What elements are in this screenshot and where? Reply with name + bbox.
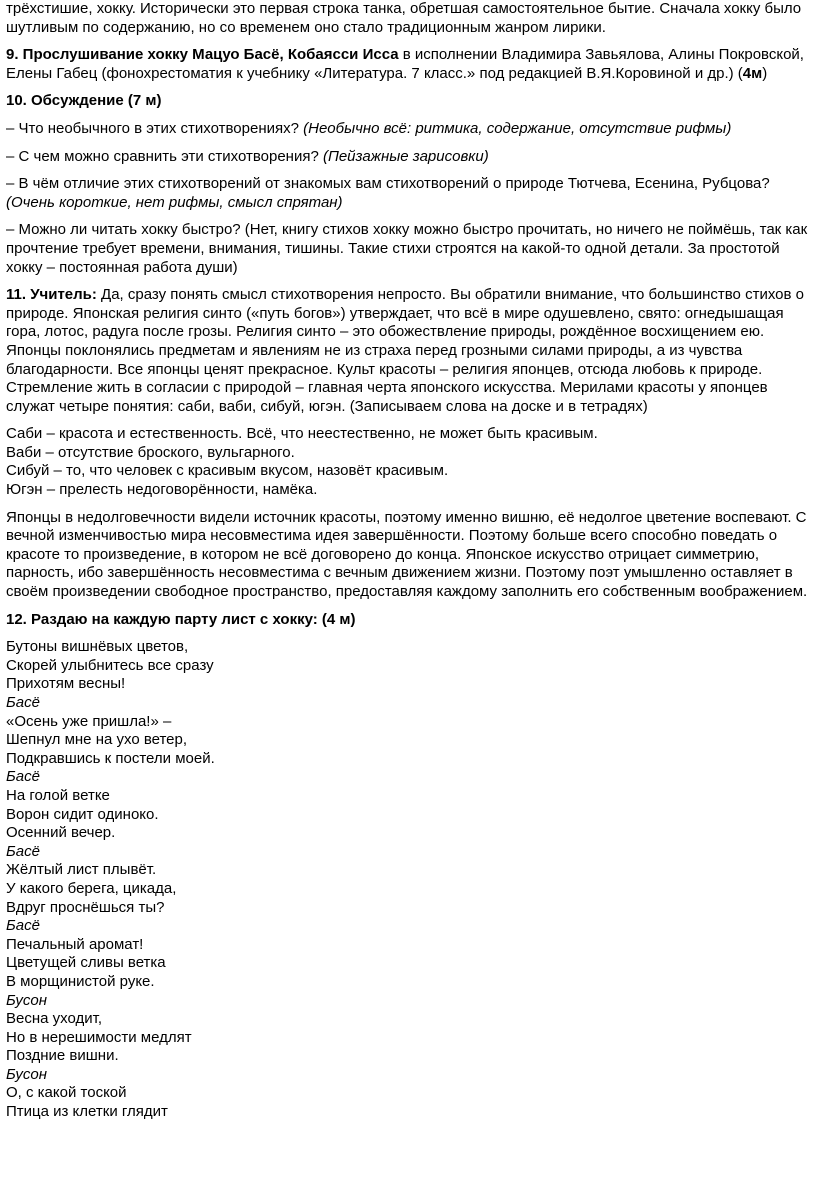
question-3 <box>6 175 810 212</box>
haiku-author: Басё <box>6 768 40 786</box>
question-2 <box>6 148 810 167</box>
haiku-line: Жёлтый лист плывёт. <box>6 861 157 879</box>
haiku-list <box>6 638 810 1121</box>
haiku-line: Прихотям весны! <box>6 675 126 693</box>
intro-paragraph: трёхстишие, хокку. Исторически это первая строка танка, обретшая самостоятельное бытие. Сначала хокку было шутливым по содержанию, но со временем оно стало традиционным жанром лирики. <box>6 0 802 36</box>
term-wabi: Ваби – отсутствие броского, вульгарного. <box>6 443 295 461</box>
haiku-line: Подкравшись к постели моей. <box>6 749 215 767</box>
term-yugen: Югэн – прелесть недоговорённости, намёка. <box>6 481 318 499</box>
haiku-line: Бутоны вишнёвых цветов, <box>6 638 189 656</box>
haiku-line: Птица из клетки глядит <box>6 1103 168 1121</box>
haiku <box>6 861 810 935</box>
term-sabi: Саби – красота и естественность. Всё, что неестественно, не может быть красивым. <box>6 425 598 443</box>
haiku-line: В морщинистой руке. <box>6 972 155 990</box>
section-9-heading: 9. Прослушивание хокку Мацуо Басё, Кобаясси Исса <box>6 46 399 64</box>
question-2-text: – С чем можно сравнить эти стихотворения? <box>6 147 323 165</box>
haiku <box>6 713 810 787</box>
haiku-line: «Осень уже пришла!» – <box>6 712 172 730</box>
haiku <box>6 1010 810 1084</box>
section-10-heading-text: 10. Обсуждение (7 м) <box>6 92 162 110</box>
haiku-author: Бусон <box>6 1065 48 1083</box>
section-12-heading-text: 12. Раздаю на каждую парту лист с хокку: (4 м) <box>6 610 356 628</box>
question-1-text: – Что необычного в этих стихотворениях? <box>6 119 304 137</box>
haiku-line: Скорей улыбнитесь все сразу <box>6 656 214 674</box>
haiku <box>6 638 810 712</box>
haiku-tail <box>6 1084 810 1121</box>
question-1 <box>6 120 810 139</box>
haiku-line: Печальный аромат! <box>6 935 144 953</box>
section-9-time: 4м <box>742 64 763 82</box>
haiku-author: Бусон <box>6 991 48 1009</box>
haiku-author: Басё <box>6 917 40 935</box>
question-4: – Можно ли читать хокку быстро? (Нет, книгу стихов хокку можно быстро прочитать, но ничего не поймёшь, так как прочтение требует времени, внимания, тишины. Такие стихи строятся на какой-то одной детали. За простотой хокку – постоянная работа души) <box>6 221 808 276</box>
haiku-author: Басё <box>6 694 40 711</box>
beauty-paragraph: Японцы в недолговечности видели источник красоты, поэтому именно вишню, её недолгое цветение воспевают. С вечной изменчивостью мира несовместима идея завершённости. Поэтому больше всего способно поведать о красоте то произведение, в котором не всё договорено до конца. Японское искусство отрицает симметрию, парность, ибо завершённость несовместима с вечным движением жизни. Поэтому поэт умышленно оставляет в своём произведении свободное пространство, предоставляя каждому заполнить его собственным воображением. <box>6 508 808 601</box>
terms-list <box>6 425 810 499</box>
haiku-line: Весна уходит, <box>6 1010 102 1028</box>
answer-1-text: (Необычно всё: ритмика, содержание, отсутствие рифмы) <box>303 119 732 137</box>
haiku <box>6 787 810 861</box>
section-11-heading: 11. Учитель: <box>6 286 97 304</box>
haiku-line: Поздние вишни. <box>6 1047 119 1065</box>
haiku <box>6 936 810 1010</box>
haiku-author: Басё <box>6 842 40 860</box>
haiku-line: О, с какой тоской <box>6 1084 127 1102</box>
answer-2-text: (Пейзажные зарисовки) <box>322 147 489 165</box>
section-10-heading <box>6 92 810 111</box>
question-3-text: – В чём отличие этих стихотворений от знакомых вам стихотворений о природе Тютчева, Есенина, Рубцова? <box>6 175 770 193</box>
haiku-line: Ворон сидит одиноко. <box>6 805 159 823</box>
section-9-close: ) <box>762 64 768 82</box>
haiku-line: Но в нерешимости медлят <box>6 1028 192 1046</box>
haiku-line: Вдруг проснёшься ты? <box>6 898 165 916</box>
section-9 <box>6 46 810 83</box>
haiku-line: Осенний вечер. <box>6 824 116 842</box>
section-12-heading <box>6 611 810 630</box>
section-11 <box>6 286 810 416</box>
haiku-line: На голой ветке <box>6 786 110 804</box>
term-shibui: Сибуй – то, что человек с красивым вкусом, назовёт красивым. <box>6 462 449 480</box>
haiku-line: Цветущей сливы ветка <box>6 954 166 972</box>
haiku-line: Шепнул мне на ухо ветер, <box>6 731 188 749</box>
section-11-text: Да, сразу понять смысл стихотворения непросто. Вы обратили внимание, что большинство стихов о природе. Японская религия синто («путь богов») утверждает, что всё в мире одушевлено, свято: огнедышащая гора, лотос, радуга после грозы. Религия синто – это обожествление природы, рождённое восхищением ею. Японцы поклонялись предметам и явлениям не из страха перед грозными силами природы, а из чувства благодарности. Все японцы ценят прекрасное. Культ красоты – религия японцев, отсюда любовь к природе. Стремление жить в согласии с природой – главная черта японского искусства. Мерилами красоты у японцев служат четыре понятия: саби, ваби, сибуй, югэн. (Записываем слова на доске и в тетрадях) <box>6 286 804 415</box>
haiku-line: У какого берега, цикада, <box>6 879 177 897</box>
section-9-text: в исполнении Владимира Завьялова, Алины Покровской, Елены Габец (фонохрестоматия к учебнику «Литература. 7 класс.» под редакцией В.Я.Коровиной и др.) ( <box>6 46 804 82</box>
answer-3-text: (Очень короткие, нет рифмы, смысл спрятан) <box>6 193 343 211</box>
